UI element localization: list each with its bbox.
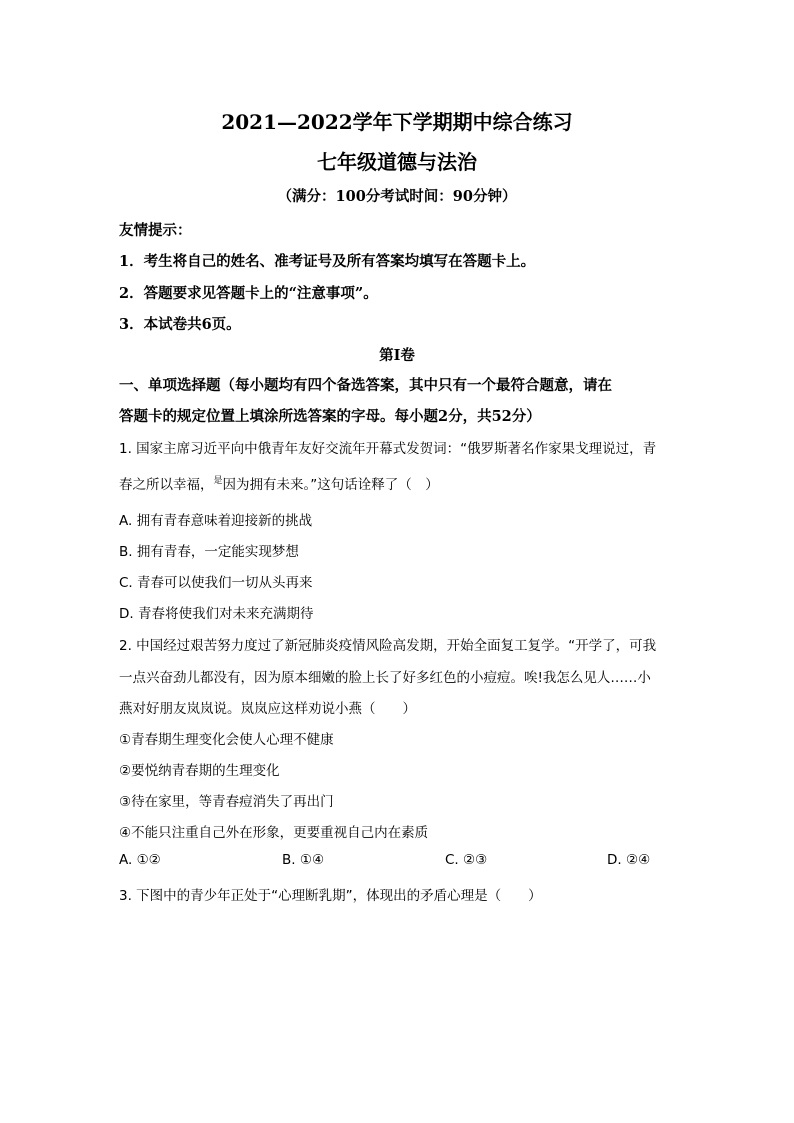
question-2-statement: ①青春期生理变化会使人心理不健康 bbox=[119, 732, 334, 748]
exam-subject: 七年级道德与法治 bbox=[317, 150, 477, 174]
question-1-text bbox=[119, 473, 439, 493]
question-2-statement: ③待在家里，等青春痘消失了再出门 bbox=[119, 794, 334, 810]
question-2-text: 一点兴奋劲儿都没有，因为原本细嫩的脸上长了好多红色的小痘痘。唉!我怎么见人……小 bbox=[119, 670, 651, 686]
question-2-choice-a: A. ①② bbox=[119, 852, 161, 868]
question-1-text-part: 春之所以幸福， bbox=[119, 477, 214, 493]
question-2-text: 2. 中国经过艰苦努力度过了新冠肺炎疫情风险高发期，开始全面复工复学。“开学了，可我 bbox=[119, 638, 657, 654]
section-heading-line: 一、单项选择题（每小题均有四个备选答案，其中只有一个最符合题意，请在 bbox=[119, 377, 612, 394]
tip-item: 2．答题要求见答题卡上的“注意事项”。 bbox=[119, 285, 378, 302]
exam-info: （满分：100分考试时间：90分钟） bbox=[277, 188, 517, 205]
question-2-choice-c: C. ②③ bbox=[445, 852, 488, 868]
question-2-text: 燕对好朋友岚岚说。岚岚应这样劝说小燕（ ） bbox=[119, 701, 416, 717]
question-2-choice-d: D. ②④ bbox=[607, 852, 651, 868]
question-2-choice-b: B. ①④ bbox=[282, 852, 325, 868]
question-2-statement: ④不能只注重自己外在形象，更要重视自己内在素质 bbox=[119, 825, 429, 841]
volume-title: 第I卷 bbox=[379, 347, 415, 364]
question-1-option: A. 拥有青春意味着迎接新的挑战 bbox=[119, 513, 313, 529]
question-1-text: 1. 国家主席习近平向中俄青年友好交流年开幕式发贺词：“俄罗斯著名作家果戈理说过，青 bbox=[119, 441, 657, 457]
question-1-option: B. 拥有青春，一定能实现梦想 bbox=[119, 544, 299, 560]
tips-heading: 友情提示： bbox=[119, 222, 192, 239]
question-1-sup: 是 bbox=[213, 476, 223, 486]
tip-item: 1．考生将自己的姓名、准考证号及所有答案均填写在答题卡上。 bbox=[119, 253, 536, 270]
section-heading-line: 答题卡的规定位置上填涂所选答案的字母。每小题2分，共52分） bbox=[119, 408, 541, 425]
question-1-option: D. 青春将使我们对未来充满期待 bbox=[119, 606, 314, 622]
question-1-text-part: 因为拥有未来。”这句话诠释了（ ） bbox=[222, 477, 439, 493]
question-2-statement: ②要悦纳青春期的生理变化 bbox=[119, 763, 280, 779]
tip-item: 3．本试卷共6页。 bbox=[119, 316, 241, 333]
question-3-text: 3. 下图中的青少年正处于“心理断乳期”，体现出的矛盾心理是（ ） bbox=[119, 888, 542, 904]
exam-title: 2021—2022学年下学期期中综合练习 bbox=[221, 110, 573, 134]
question-1-option: C. 青春可以使我们一切从头再来 bbox=[119, 575, 313, 591]
